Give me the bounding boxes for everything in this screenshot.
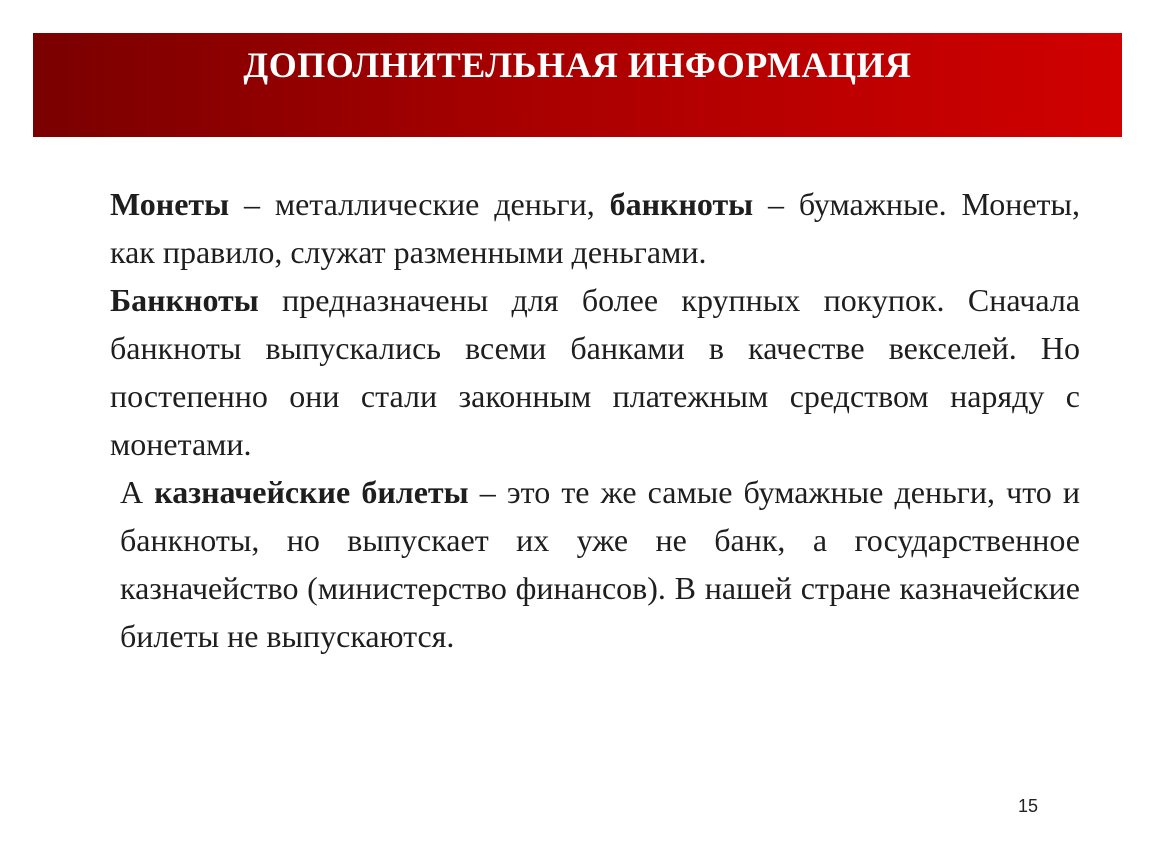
paragraph-treasury-lead: А — [120, 474, 155, 510]
slide-title: ДОПОЛНИТЕЛЬНАЯ ИНФОРМАЦИЯ — [243, 45, 912, 85]
term-banknotes: банкноты — [609, 186, 754, 222]
paragraph-treasury-text: – это те же самые бумажные деньги, что и банкноты, но выпускает их уже не банк, а государственное казначейство (министерство финансов). В нашей стране казначейские билеты не выпускаются. — [120, 474, 1081, 654]
paragraph-banknotes-text: предназначены для более крупных покупок. Сначала банкноты выпускались всеми банками в качестве векселей. Но постепенно они стали законным платежным средством наряду с монетами. — [110, 282, 1080, 462]
slide-body — [110, 180, 1080, 660]
term-treasury-bills: казначейские билеты — [154, 474, 469, 510]
paragraph-coins-text-1: – металлические деньги, — [229, 186, 610, 222]
paragraph-banknotes — [110, 276, 1080, 468]
page-number: 15 — [1018, 796, 1039, 816]
paragraph-coins-text-2: – бумажные. Монеты, как правило, служат разменными деньгами. — [110, 186, 1081, 270]
title-banner — [33, 33, 1122, 137]
term-coins: Монеты — [110, 186, 230, 222]
paragraph-treasury-bills — [110, 468, 1080, 660]
term-banknotes-2: Банкноты — [110, 282, 259, 318]
paragraph-coins — [110, 180, 1080, 276]
